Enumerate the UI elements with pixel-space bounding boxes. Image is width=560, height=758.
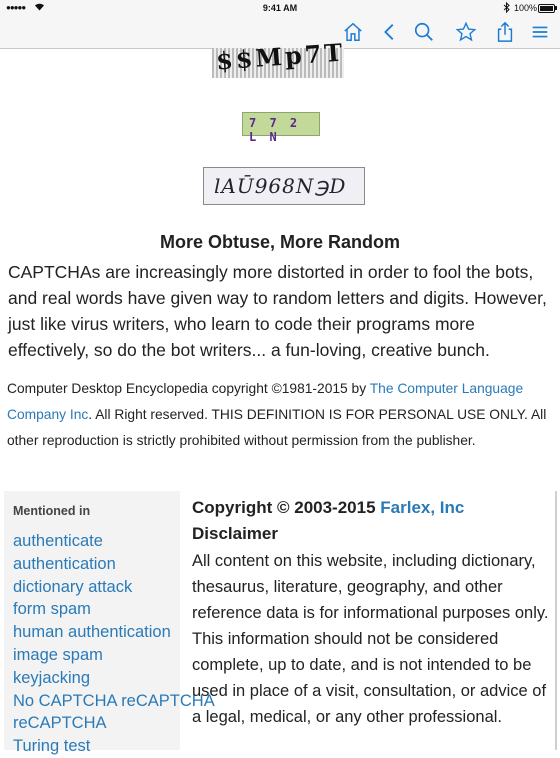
mentioned-item-recaptcha[interactable]: reCAPTCHA [13, 714, 107, 733]
mentioned-item-authentication[interactable]: authentication [13, 554, 116, 573]
mentioned-item-image-spam[interactable]: image spam [13, 645, 103, 664]
disclaimer-title: Disclaimer [192, 524, 278, 543]
farlex-link[interactable]: Farlex, Inc [380, 498, 465, 517]
mentioned-item-no-captcha-recaptcha[interactable]: No CAPTCHA reCAPTCHA [13, 691, 215, 710]
back-icon[interactable] [376, 19, 404, 45]
mentioned-item-dictionary-attack[interactable]: dictionary attack [13, 577, 133, 596]
article-paragraph: CAPTCHAs are increasingly more distorted in order to fool the bots, and real words have given way to random letters and digits. However, just like virus writers, who learn to code their programs more effectively, so do the bot writers... a fun-loving, creative bunch. [8, 262, 547, 360]
captcha-text-1: $$Mp7T [215, 37, 347, 76]
mentioned-in-panel [4, 491, 215, 756]
battery-percent: 100% [514, 3, 538, 13]
status-time: 9:41 AM [262, 3, 298, 13]
scrollbar[interactable] [555, 491, 557, 750]
copyright-note-suffix: . All Right reserved. THIS DEFINITION IS FOR PERSONAL USE ONLY. All other reproduction is strictly prohibited without permission from the publisher. [7, 407, 547, 448]
battery-icon [538, 4, 555, 13]
mentioned-in-title: Mentioned in [13, 504, 91, 518]
signal-strength-icon: ●●●●● [6, 3, 26, 12]
copyright-title-prefix: Copyright © 2003-2015 [192, 498, 381, 517]
star-icon[interactable] [452, 19, 480, 45]
mentioned-in-list [13, 530, 215, 758]
copyright-note [7, 376, 555, 454]
copyright-title [192, 496, 556, 520]
computer-language-company-link[interactable]: The Computer Language Company Inc [7, 381, 524, 422]
status-bar [0, 0, 560, 16]
copyright-box [192, 496, 556, 730]
mentioned-item-form-spam[interactable]: form spam [13, 600, 91, 619]
mentioned-item-human-authentication[interactable]: human authentication [13, 623, 171, 642]
captcha-image-1 [212, 37, 347, 78]
section-heading: More Obtuse, More Random [159, 232, 401, 252]
mentioned-item-authenticate[interactable]: authenticate [13, 532, 103, 550]
captcha-image-2 [242, 112, 320, 144]
captcha-text-2: 7 7 2 L N [249, 116, 301, 144]
bluetooth-icon [503, 2, 510, 15]
captcha-image-3 [203, 167, 365, 205]
mentioned-item-turing-test[interactable]: Turing test [13, 737, 91, 756]
search-icon[interactable] [410, 19, 438, 45]
battery-tip [555, 6, 557, 10]
menu-icon[interactable] [526, 19, 554, 45]
share-icon[interactable] [491, 19, 519, 45]
mentioned-item-keyjacking[interactable]: keyjacking [13, 668, 91, 687]
disclaimer-text: All content on this website, including dictionary, thesaurus, literature, geography, and other reference data is for informational purposes only. This information should not be considered complete, up to date, and is not intended to be used in place of a visit, consultation, or advice of a legal, medical, or any other professional. [192, 552, 549, 726]
copyright-note-prefix: Computer Desktop Encyclopedia copyright ©1981-2015 by [7, 381, 370, 396]
captcha-text-3: lAŪ968N℈D [214, 174, 347, 198]
